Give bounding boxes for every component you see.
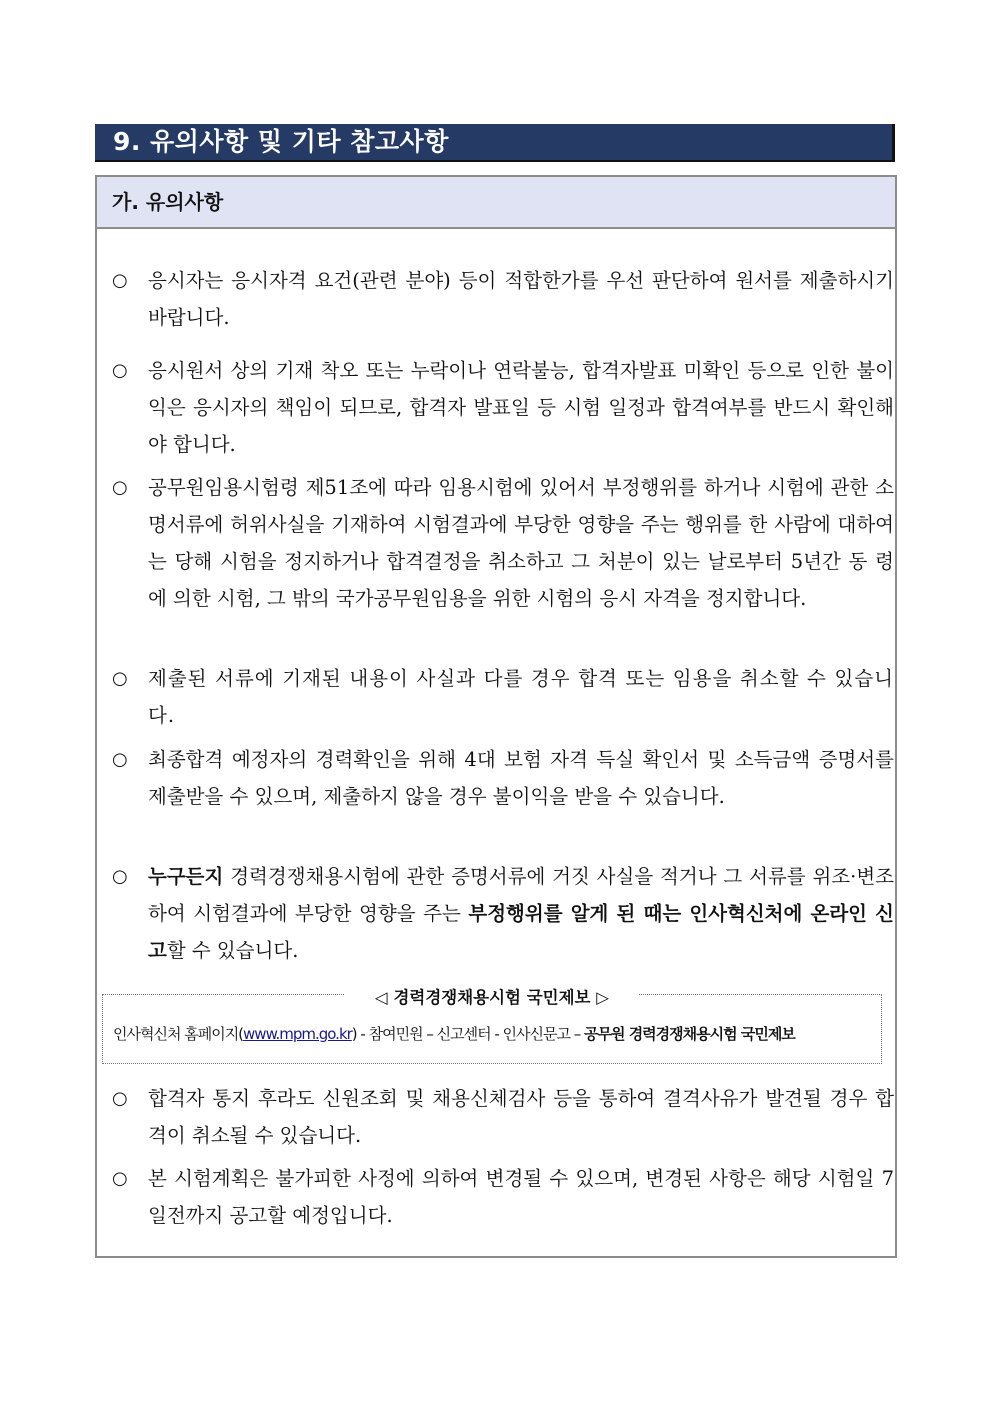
circle-bullet-icon: ○: [112, 749, 128, 770]
notice-text: 공무원임용시험령 제51조에 따라 임용시험에 있어서 부정행위를 하거나 시험에 관한 소명서류에 허위사실을 기재하여 시험결과에 부당한 영향을 주는 행위를 한 사람에 대하여는 당해 시험을 정지하거나 합격결정을 취소하고 그 처분이 있는 날로부터 5년간 동 령에 의한 시험, 그 밖의 국가공무원임용을 위한 시험의 응시 자격을 정지합니다.: [148, 476, 894, 610]
notice-item-1: [112, 262, 894, 336]
circle-bullet-icon: ○: [112, 866, 128, 887]
notice-item-8: [112, 1160, 894, 1234]
notice-text: [148, 858, 894, 969]
circle-bullet-icon: ○: [112, 1168, 128, 1189]
notice-item-4: [112, 660, 894, 734]
report-title: ◁ 경력경쟁채용시험 국민제보 ▷: [103, 984, 881, 1008]
emphasis-text: 부정행위를 알게 된 때는 인사혁신처에 온라인 신고: [148, 902, 894, 962]
subsection-title: 가. 유의사항: [97, 177, 895, 229]
notice-text-part: 할 수 있습니다.: [166, 939, 299, 962]
section-title: 9. 유의사항 및 기타 참고사항: [95, 124, 895, 162]
notice-text-part: 경력경쟁채용시험에 관한 증명서류에 거짓 사실을 적거나 그 서류를 위조·변조하여 시험결과에 부당한 영향을 주는: [148, 865, 894, 925]
homepage-link[interactable]: www.mpm.go.kr: [243, 1025, 352, 1043]
report-target: 공무원 경력경쟁채용시험 국민제보: [584, 1025, 795, 1043]
notice-item-6: [112, 858, 894, 969]
circle-bullet-icon: ○: [112, 1088, 128, 1109]
notice-text: 응시자는 응시자격 요건(관련 분야) 등이 적합한가를 우선 판단하여 원서를 제출하시기 바랍니다.: [148, 269, 894, 329]
report-box: [102, 988, 882, 1064]
notice-text: 제출된 서류에 기재된 내용이 사실과 다를 경우 합격 또는 임용을 취소할 수 있습니다.: [148, 667, 894, 727]
notice-item-2: [112, 352, 894, 463]
notice-text: 합격자 통지 후라도 신원조회 및 채용신체검사 등을 통하여 결격사유가 발견될 경우 합격이 취소될 수 있습니다.: [148, 1087, 894, 1147]
circle-bullet-icon: ○: [112, 360, 128, 381]
notice-text: 본 시험계획은 불가피한 사정에 의하여 변경될 수 있으며, 변경된 사항은 해당 시험일 7일전까지 공고할 예정입니다.: [148, 1167, 894, 1227]
circle-bullet-icon: ○: [112, 270, 128, 291]
notice-text: 응시원서 상의 기재 착오 또는 누락이나 연락불능, 합격자발표 미확인 등으로 인한 불이익은 응시자의 책임이 되므로, 합격자 발표일 등 시험 일정과 합격여부를 반드시 확인해야 합니다.: [148, 359, 894, 456]
emphasis-text: 누구든지: [148, 865, 224, 888]
circle-bullet-icon: ○: [112, 477, 128, 498]
notice-item-7: [112, 1080, 894, 1154]
notice-item-3: [112, 469, 894, 617]
notice-item-5: [112, 741, 894, 815]
circle-bullet-icon: ○: [112, 668, 128, 689]
notice-box: [95, 175, 897, 1258]
notice-text: 최종합격 예정자의 경력확인을 위해 4대 보험 자격 득실 확인서 및 소득금액 증명서를 제출받을 수 있으며, 제출하지 않을 경우 불이익을 받을 수 있습니다.: [148, 748, 894, 808]
report-path: 인사혁신처 홈페이지(www.mpm.go.kr) - 참여민원 – 신고센터 - 인사신문고 – 공무원 경력경쟁채용시험 국민제보: [113, 1025, 795, 1043]
